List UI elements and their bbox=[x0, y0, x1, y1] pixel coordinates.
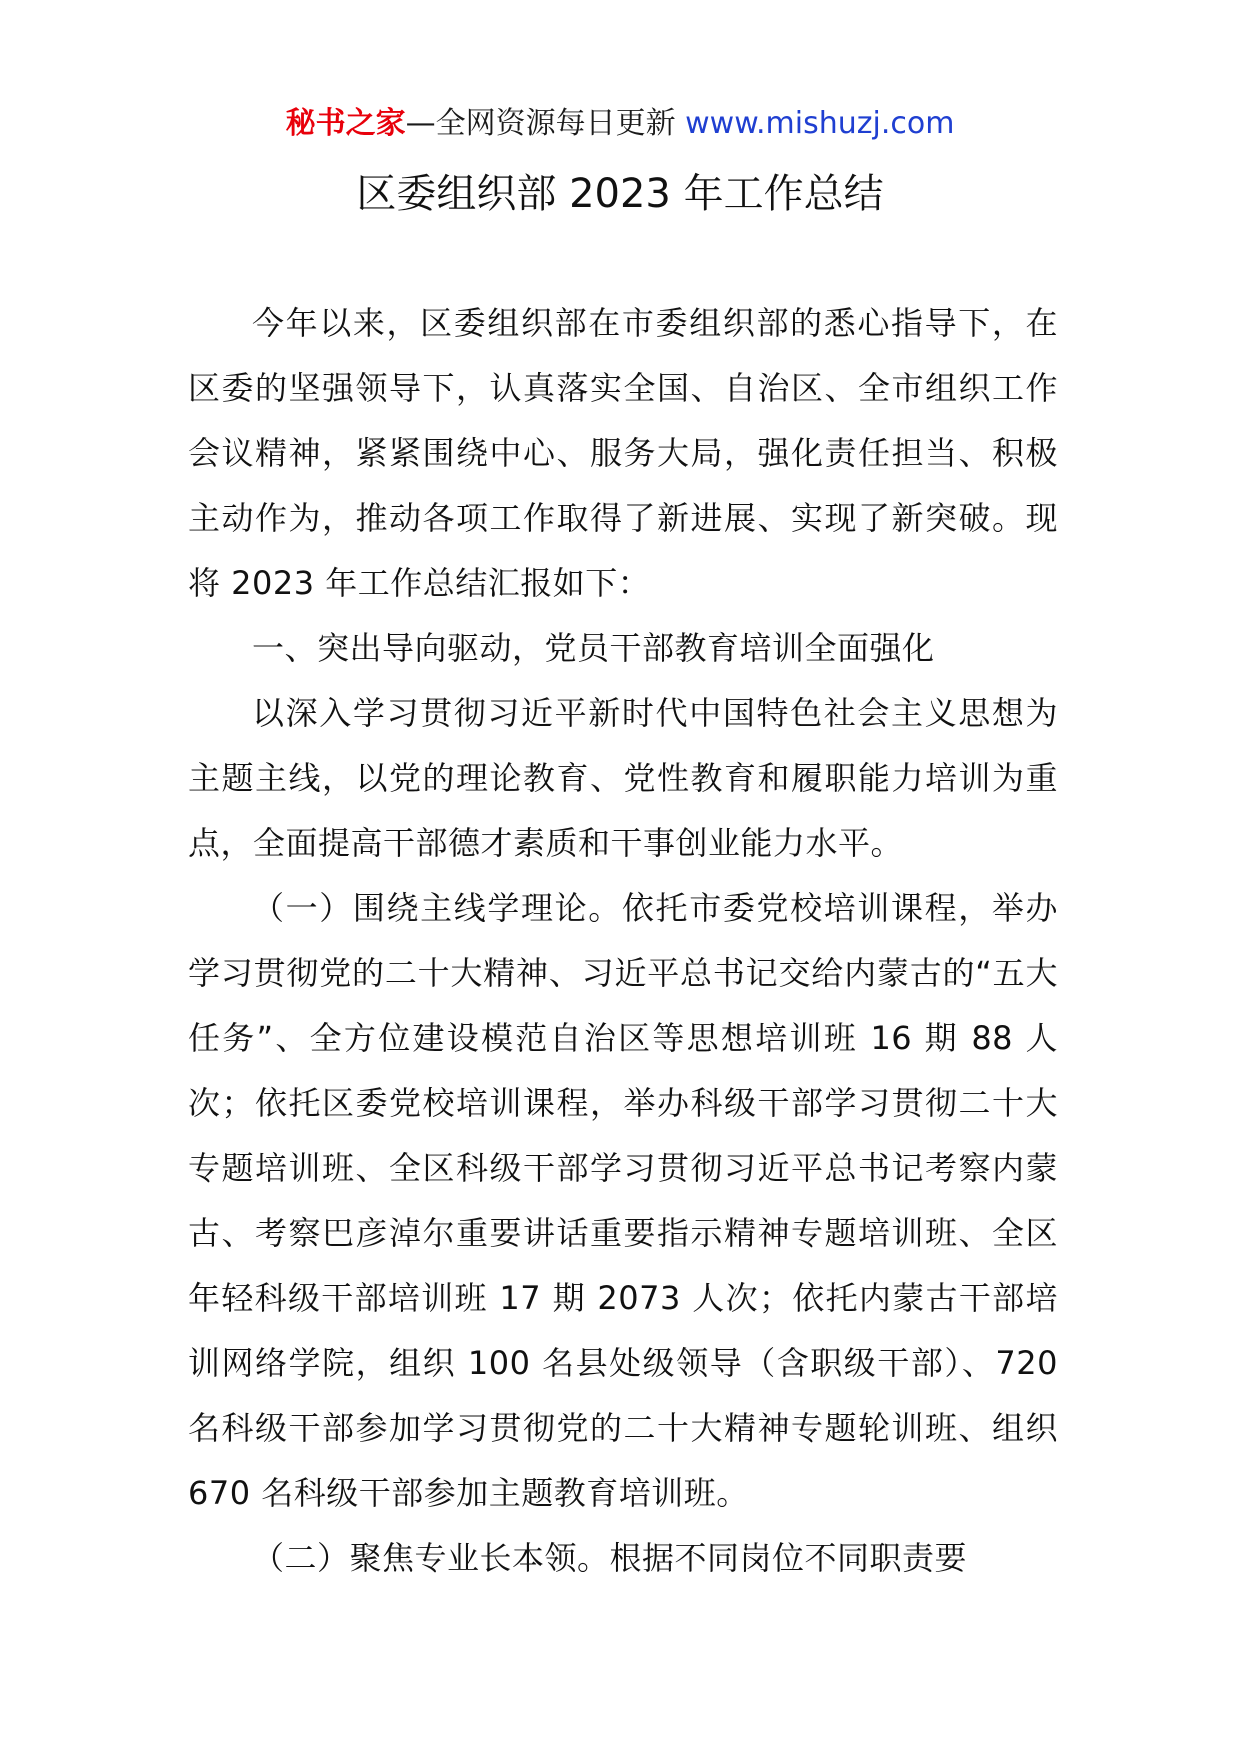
section-1-paragraph: 以深入学习贯彻习近平新时代中国特色社会主义思想为主题主线，以党的理论教育、党性教育和履职能力培训为重点，全面提高干部德才素质和干事创业能力水平。 bbox=[188, 694, 1058, 862]
subsection-2-paragraph: （二）聚焦专业长本领。根据不同岗位不同职责要 bbox=[252, 1539, 968, 1577]
document-title: 区委组织部 2023 年工作总结 bbox=[356, 171, 884, 217]
site-url-link[interactable]: www.mishuzj.com bbox=[685, 106, 955, 141]
document-body bbox=[188, 291, 1058, 1591]
intro-paragraph: 今年以来，区委组织部在市委组织部的悉心指导下，在区委的坚强领导下，认真落实全国、自治区、全市组织工作会议精神，紧紧围绕中心、服务大局，强化责任担当、积极主动作为，推动各项工作取得了新进展、实现了新突破。现将 2023 年工作总结汇报如下： bbox=[188, 304, 1058, 602]
site-header bbox=[0, 102, 1240, 146]
brand-name: 秘书之家 bbox=[285, 106, 406, 141]
subsection-1-paragraph: （一）围绕主线学理论。依托市委党校培训课程，举办学习贯彻党的二十大精神、习近平总书记交给内蒙古的“五大任务”、全方位建设模范自治区等思想培训班 16 期 88 人次；依托区委党校培训课程，举办科级干部学习贯彻二十大专题培训班、全区科级干部学习贯彻习近平总书记考察内蒙古、考察巴彦淖尔重要讲话重要指示精神专题培训班、全区年轻科级干部培训班 17 期 2073 人次；依托内蒙古干部培训网络学院，组织 100 名县处级领导（含职级干部）、720 名科级干部参加学习贯彻党的二十大精神专题轮训班、组织 670 名科级干部参加主题教育培训班。 bbox=[188, 889, 1058, 1512]
section-heading-1: 一、突出导向驱动，党员干部教育培训全面强化 bbox=[252, 629, 935, 667]
header-tagline: —全网资源每日更新 bbox=[405, 106, 686, 141]
